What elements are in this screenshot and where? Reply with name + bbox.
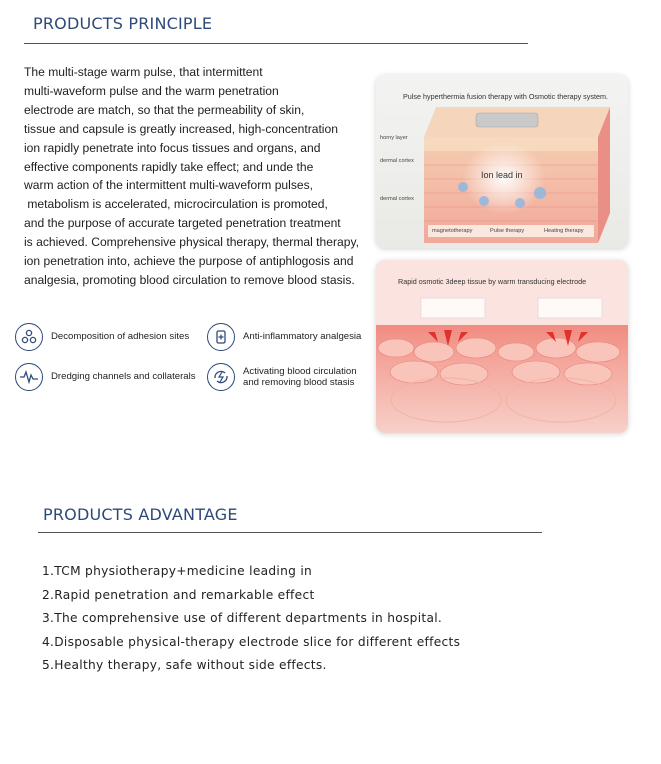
principle-title: PRODUCTS PRINCIPLE xyxy=(33,14,213,33)
principle-line: and the purpose of accurate targeted penetration treatment xyxy=(24,216,341,231)
advantage-list xyxy=(42,563,460,681)
tissue-illustration xyxy=(376,260,628,433)
principle-line: is achieved. Comprehensive physical therapy, thermal therapy, xyxy=(24,235,359,250)
principle-line: metabolism is accelerated, microcirculation is promoted, xyxy=(24,197,328,212)
principle-line: ion penetration into, achieve the purpose of antiphlogosis and xyxy=(24,254,354,269)
principle-line: effective components rapidly take effect; and unde the xyxy=(24,159,314,174)
advantage-item: 2.Rapid penetration and remarkable effect xyxy=(42,587,315,602)
feature-dredging xyxy=(15,363,196,391)
adhesion-icon xyxy=(15,323,43,351)
principle-line: tissue and capsule is greatly increased, high-concentration xyxy=(24,121,338,136)
diagram-caption: Rapid osmotic 3deep tissue by warm transducing electrode xyxy=(398,277,587,286)
medicine-icon xyxy=(207,323,235,351)
bottom-label-heating: Heating therapy xyxy=(544,228,584,234)
feature-label-line: and removing blood stasis xyxy=(243,377,355,388)
layer-label-dermal: dermal cortex xyxy=(380,158,414,164)
principle-line: electrode are match, so that the permeability of skin, xyxy=(24,102,305,117)
diagram-caption: Pulse hyperthermia fusion therapy with Osmotic therapy system. xyxy=(403,92,608,101)
feature-anti-inflammatory xyxy=(207,323,361,351)
ion-lead-label: Ion lead in xyxy=(481,170,523,180)
feature-label-line: Activating blood circulation xyxy=(243,365,357,377)
advantage-item: 3.The comprehensive use of different departments in hospital. xyxy=(42,611,443,626)
principle-paragraph xyxy=(24,63,374,290)
principle-line: ion rapidly penetrate into focus tissues and organs, and xyxy=(24,140,321,155)
advantage-divider xyxy=(38,532,542,533)
waveform-icon xyxy=(15,363,43,391)
feature-adhesion xyxy=(15,323,189,351)
advantage-item: 4.Disposable physical-therapy electrode slice for different effects xyxy=(42,634,461,649)
advantage-item: 5.Healthy therapy, safe without side effects. xyxy=(42,658,327,673)
advantage-item: 1.TCM physiotherapy+medicine leading in xyxy=(42,564,313,578)
bottom-label-pulse: Pulse therapy xyxy=(490,228,525,234)
diagram-osmotic-tissue xyxy=(376,260,628,433)
feature-label: Dredging channels and collaterals xyxy=(51,371,196,383)
bottom-label-magnetotherapy: magnetotherapy xyxy=(432,228,473,234)
feature-label: Decomposition of adhesion sites xyxy=(51,331,190,343)
principle-line: warm action of the intermittent multi-waveform pulses, xyxy=(24,178,314,193)
layer-label-horny: horny layer xyxy=(380,135,408,141)
feature-label: Anti-inflammatory analgesia xyxy=(243,331,362,343)
diagram-fusion-therapy xyxy=(376,75,628,248)
feature-label xyxy=(243,366,357,389)
principle-line: multi-waveform pulse and the warm penetration xyxy=(24,83,279,98)
principle-line: analgesia, promoting blood circulation to remove blood stasis. xyxy=(24,272,355,287)
advantage-title: PRODUCTS ADVANTAGE xyxy=(43,505,238,524)
feature-circulation xyxy=(207,363,357,391)
layer-label-dermal: dermal cortex xyxy=(380,196,414,202)
principle-divider xyxy=(24,43,528,44)
circulation-icon xyxy=(207,363,235,391)
principle-line: The multi-stage warm pulse, that intermittent xyxy=(24,65,263,79)
